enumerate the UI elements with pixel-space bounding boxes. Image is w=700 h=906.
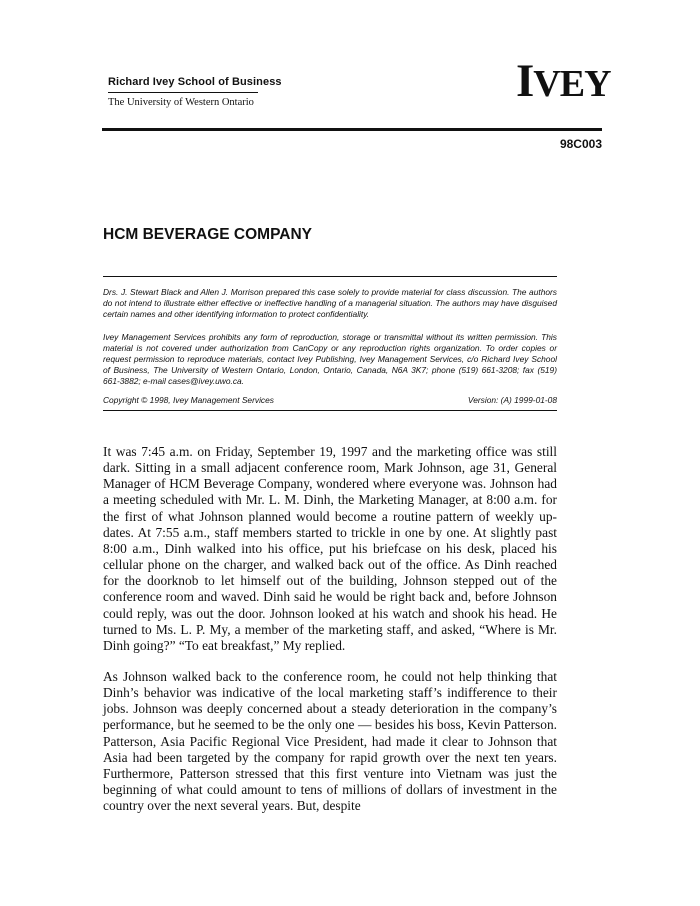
header-divider bbox=[102, 128, 602, 131]
ivey-logo-letter-i: I bbox=[516, 55, 534, 107]
copyright-row bbox=[103, 395, 557, 406]
notice-bottom-divider bbox=[103, 410, 557, 411]
body-paragraph: It was 7:45 a.m. on Friday, September 19, 1997 and the marketing office was still dark. Sitting in a small adjacent conference room, Mark Johnson, age 31, General Manager of HCM Beverage Company, wondered where everyone was. Johnson had a meeting scheduled with Mr. L. M. Dinh, the Marketing Manager, at 8:00 a.m. for the first of what Johnson planned would become a routine pattern of weekly up-dates. At 7:55 a.m., staff members started to trickle in one by one. At slightly past 8:00 a.m., Dinh walked into his office, put his briefcase on his desk, placed his cellular phone on the charger, and walked back out of the office. As Dinh reached for the doorknob to let himself out of the building, Johnson stepped out of the conference room and waved. Dinh said he would be right back and, before Johnson could reply, was out the door. Johnson looked at his watch and shook his head. He turned to Ms. L. P. My, a member of the marketing staff, and asked, “Where is Mr. Dinh going?” “To eat breakfast,” My replied. bbox=[103, 444, 557, 653]
school-name: Richard Ivey School of Business bbox=[108, 76, 282, 88]
case-number: 98C003 bbox=[559, 137, 602, 151]
school-header bbox=[108, 76, 328, 109]
page-title: HCM BEVERAGE COMPANY bbox=[103, 226, 312, 243]
school-name-divider bbox=[108, 92, 258, 93]
reproduction-notice: Ivey Management Services prohibits any form of reproduction, storage or transmittal without its written permission. This material is not covered under authorization from CanCopy or any reproduction rights organization. To order copies or request permission to reproduce materials, contact Ivey Publishing, Ivey Management Services, c/o Richard Ivey School of Business, The University of Western Ontario, London, Ontario, Canada, N6A 3K7; phone (519) 661-3208; fax (519) 661-3882; e-mail cases@ivey.uwo.ca. bbox=[103, 332, 557, 386]
copyright-text: Copyright © 1998, Ivey Management Services bbox=[103, 395, 274, 405]
authors-notice: Drs. J. Stewart Black and Allen J. Morrison prepared this case solely to provide material for class discussion. The authors do not intend to illustrate either effective or ineffective handling of a managerial situation. The authors may have disguised certain names and other identifying information to protect confidentiality. bbox=[103, 287, 557, 319]
university-name: The University of Western Ontario bbox=[108, 97, 254, 108]
ivey-logo-letters-vey: VEY bbox=[533, 63, 611, 105]
body-paragraph: As Johnson walked back to the conference room, he could not help thinking that Dinh’s behavior was indicative of the local marketing staff’s indifference to their jobs. Johnson was deeply concerned about a steady deterioration in the company’s performance, but he seemed to be the only one — besides his boss, Kevin Patterson. Patterson, Asia Pacific Regional Vice President, had made it clear to Johnson that Asia had been targeted by the company for rapid growth over the next ten years. Furthermore, Patterson stressed that this first venture into Vietnam was just the beginning of what could amount to tens of millions of dollars of investment in the country over the next several years. But, despite bbox=[103, 669, 557, 814]
version-text: Version: (A) 1999-01-08 bbox=[467, 395, 557, 405]
ivey-logo bbox=[516, 52, 611, 113]
notice-top-divider bbox=[103, 276, 557, 277]
